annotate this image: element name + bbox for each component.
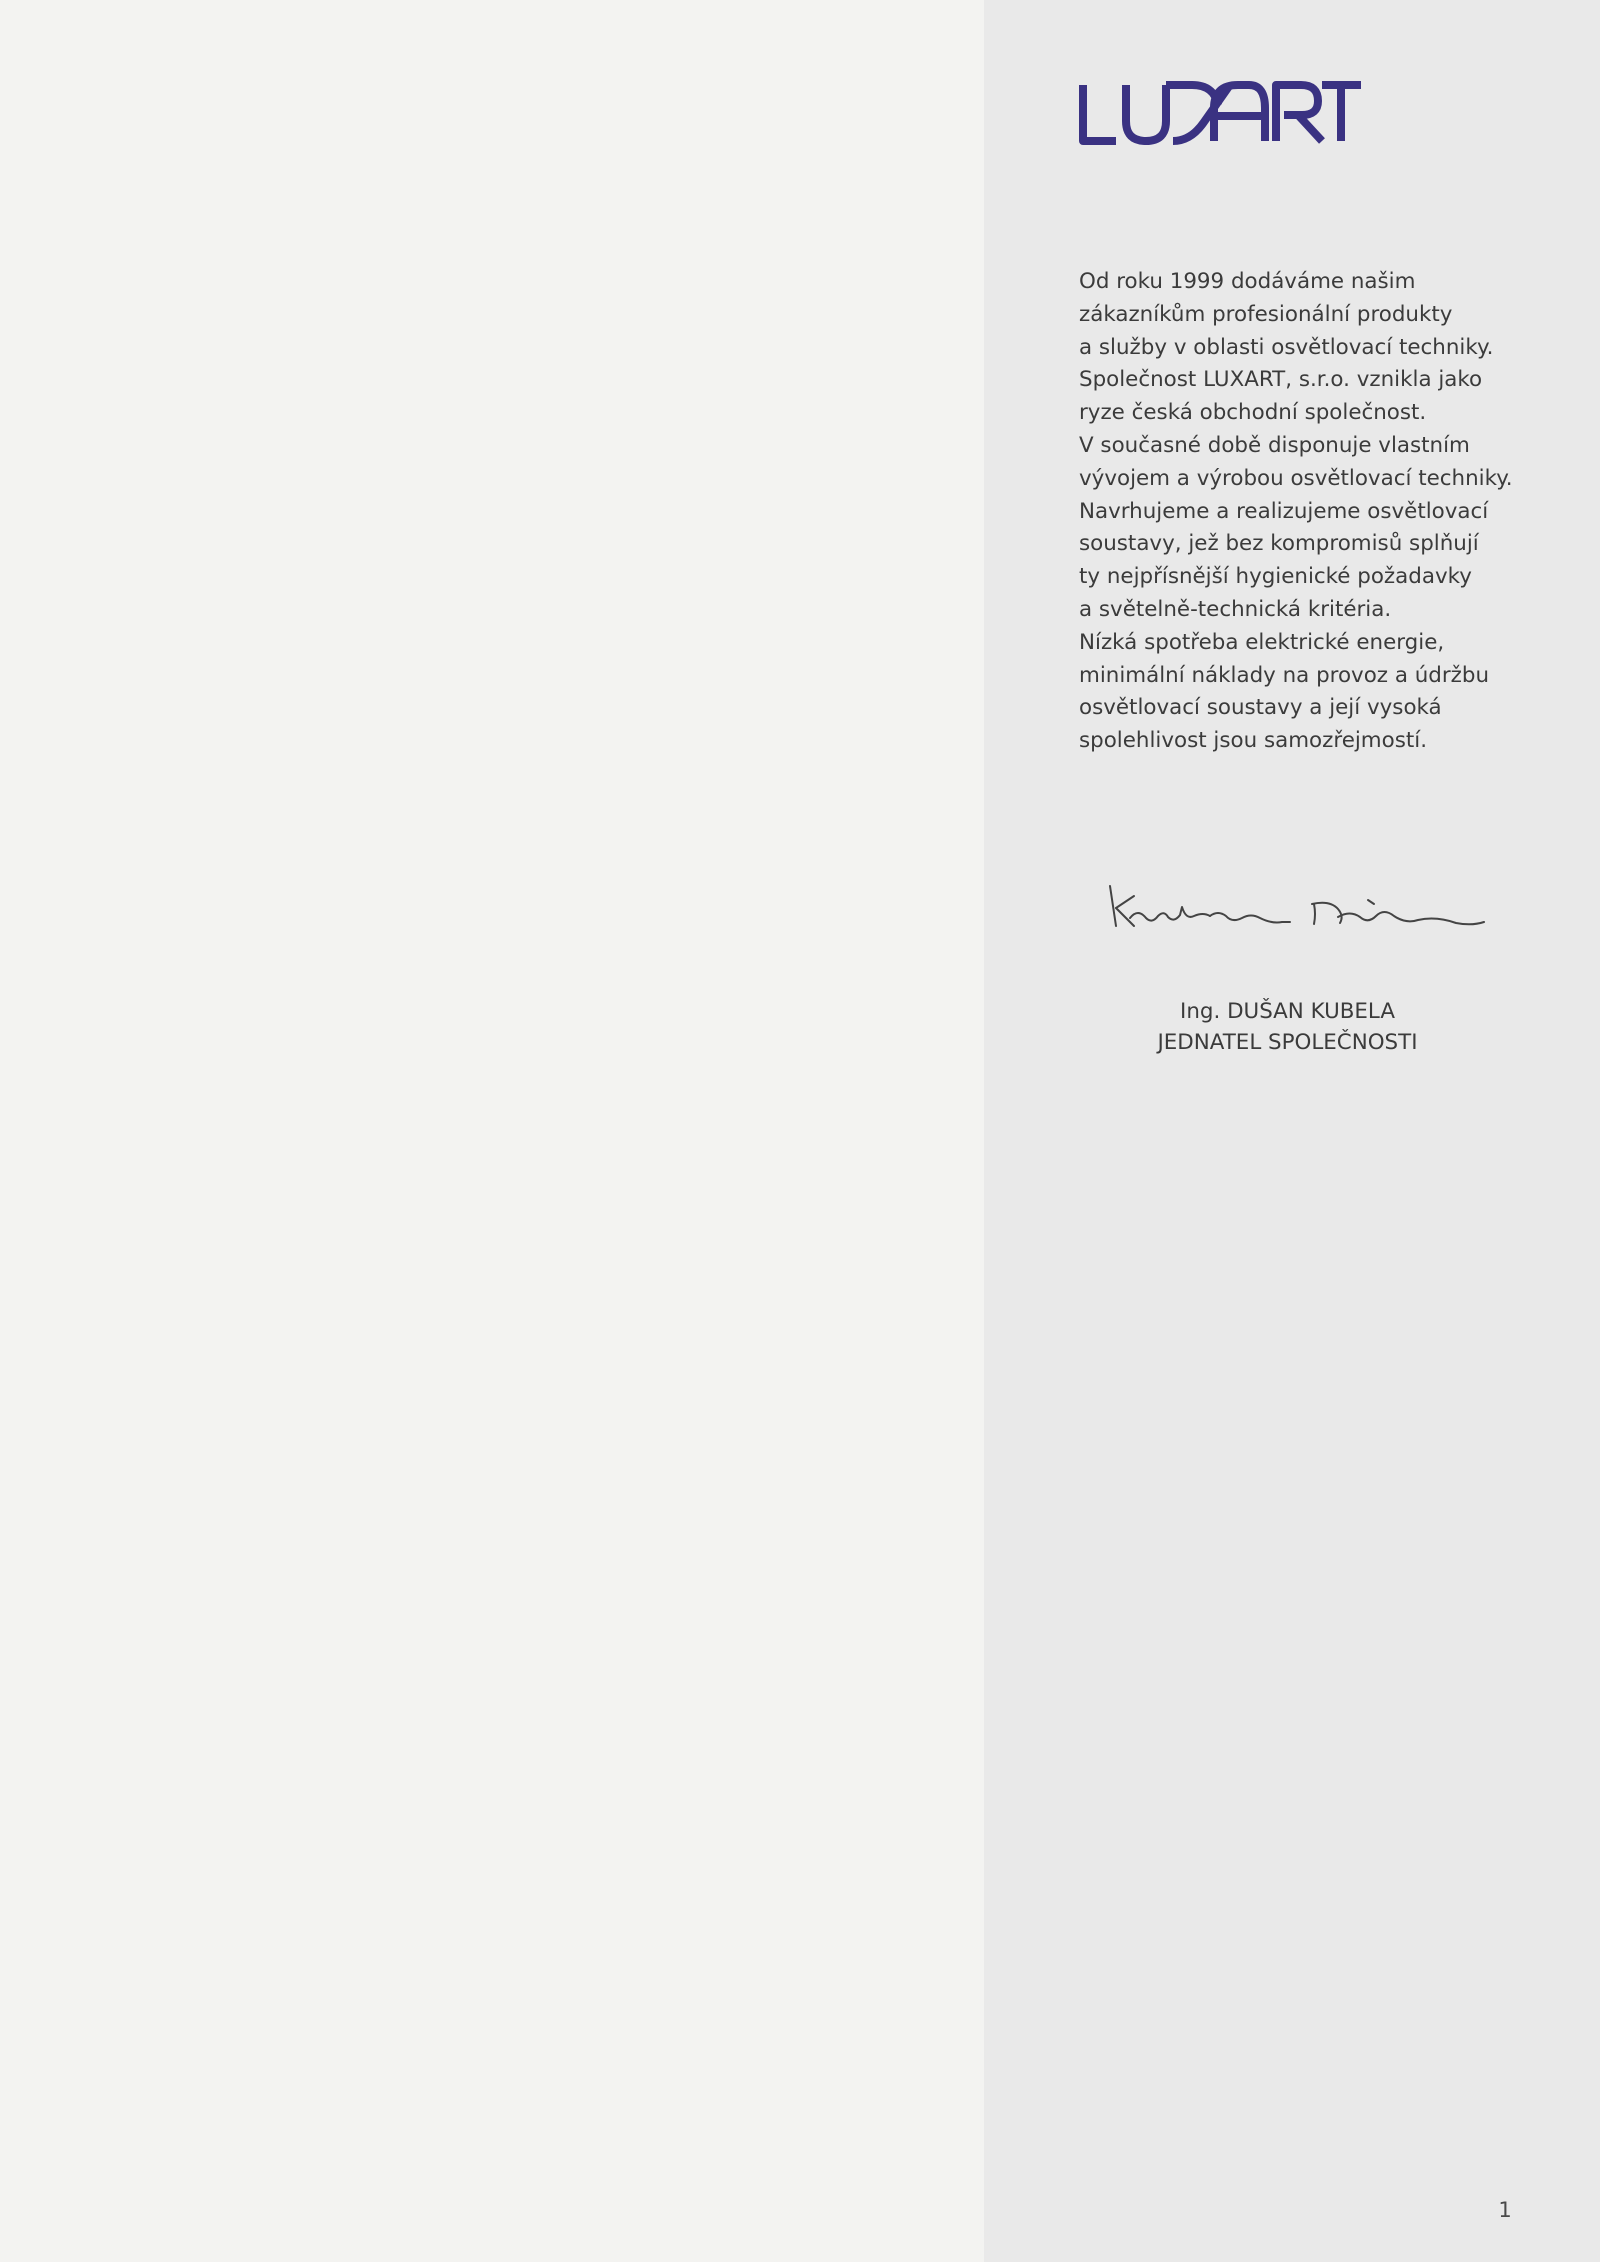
intro-line-8: Navrhujeme a realizujeme osvětlovací [1079, 498, 1489, 524]
intro-line-9: soustavy, jež bez kompromisů splňují [1079, 531, 1479, 557]
intro-line-2: zákazníkům profesionální produkty [1079, 301, 1453, 327]
intro-line-14: osvětlovací soustavy a její vysoká [1079, 695, 1442, 721]
signer-title: JEDNATEL SPOLEČNOSTI [1157, 1030, 1418, 1055]
intro-line-10: ty nejpřísnější hygienické požadavky [1079, 564, 1472, 590]
intro-line-6: V současné době disponuje vlastním [1079, 432, 1470, 458]
signer-name: Ing. DUŠAN KUBELA [1180, 999, 1395, 1024]
signatory [1100, 996, 1475, 1058]
intro-line-1: Od roku 1999 dodáváme našim [1079, 269, 1416, 294]
company-intro [1079, 266, 1549, 758]
luxart-logo [1078, 80, 1363, 146]
intro-line-4: Společnost LUXART, s.r.o. vznikla jako [1079, 367, 1483, 393]
intro-line-12: Nízká spotřeba elektrické energie, [1079, 629, 1445, 655]
intro-line-3: a služby v oblasti osvětlovací techniky. [1079, 334, 1494, 360]
intro-line-5: ryze česká obchodní společnost. [1079, 400, 1427, 426]
intro-line-15: spolehlivost jsou samozřejmostí. [1079, 728, 1427, 754]
intro-line-11: a světelně-technická kritéria. [1079, 596, 1392, 622]
page-number: 1 [1498, 2198, 1512, 2222]
intro-line-13: minimální náklady na provoz a údržbu [1079, 662, 1490, 688]
intro-line-7: vývojem a výrobou osvětlovací techniky. [1079, 465, 1513, 491]
handwritten-signature [1100, 878, 1490, 940]
